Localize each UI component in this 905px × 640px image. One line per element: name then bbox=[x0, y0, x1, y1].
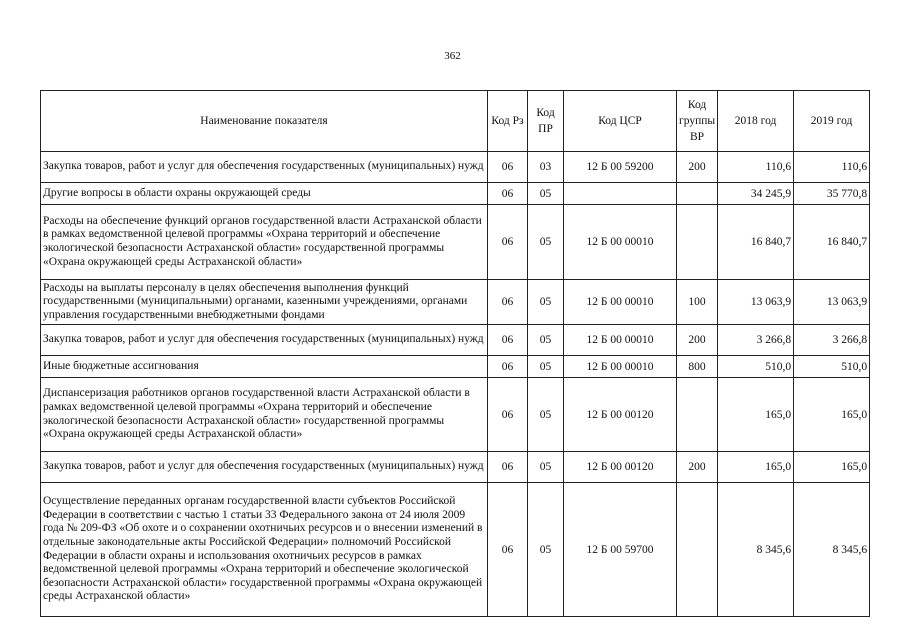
row-vr bbox=[677, 483, 718, 617]
row-vr: 200 bbox=[677, 325, 718, 356]
row-2018: 13 063,9 bbox=[718, 280, 794, 325]
row-pr: 05 bbox=[528, 325, 564, 356]
header-name: Наименование показателя bbox=[41, 91, 488, 152]
row-csr: 12 Б 00 00010 bbox=[564, 356, 677, 378]
row-2018: 165,0 bbox=[718, 378, 794, 452]
row-name: Закупка товаров, работ и услуг для обеспечения государственных (муниципальных) нужд bbox=[41, 152, 488, 183]
row-name: Закупка товаров, работ и услуг для обеспечения государственных (муниципальных) нужд bbox=[41, 325, 488, 356]
row-rz: 06 bbox=[488, 356, 528, 378]
row-name: Расходы на обеспечение функций органов государственной власти Астраханской области в рамках ведомственной целевой программы «Охрана территорий и обеспечение экологической безопасности Астраханской области» государственной программы «Охрана окружающей среды Астраханской области» bbox=[41, 205, 488, 280]
row-rz: 06 bbox=[488, 280, 528, 325]
row-rz: 06 bbox=[488, 483, 528, 617]
row-2019: 13 063,9 bbox=[794, 280, 870, 325]
header-rz: Код Рз bbox=[488, 91, 528, 152]
row-pr: 05 bbox=[528, 183, 564, 205]
row-pr: 05 bbox=[528, 378, 564, 452]
row-2019: 8 345,6 bbox=[794, 483, 870, 617]
header-vr: Код группы ВР bbox=[677, 91, 718, 152]
row-2018: 510,0 bbox=[718, 356, 794, 378]
row-vr: 800 bbox=[677, 356, 718, 378]
row-2019: 110,6 bbox=[794, 152, 870, 183]
row-pr: 05 bbox=[528, 280, 564, 325]
page-number: 362 bbox=[444, 50, 461, 62]
row-2018: 8 345,6 bbox=[718, 483, 794, 617]
row-2019: 165,0 bbox=[794, 452, 870, 483]
row-csr: 12 Б 00 00010 bbox=[564, 325, 677, 356]
row-2019: 510,0 bbox=[794, 356, 870, 378]
row-pr: 03 bbox=[528, 152, 564, 183]
row-2018: 34 245,9 bbox=[718, 183, 794, 205]
row-2019: 35 770,8 bbox=[794, 183, 870, 205]
row-vr bbox=[677, 205, 718, 280]
table-row bbox=[41, 452, 870, 483]
row-2018: 110,6 bbox=[718, 152, 794, 183]
header-2019: 2019 год bbox=[794, 91, 870, 152]
row-2019: 165,0 bbox=[794, 378, 870, 452]
row-rz: 06 bbox=[488, 325, 528, 356]
row-rz: 06 bbox=[488, 452, 528, 483]
header-2018: 2018 год bbox=[718, 91, 794, 152]
budget-table bbox=[40, 90, 870, 617]
row-pr: 05 bbox=[528, 483, 564, 617]
table-row bbox=[41, 280, 870, 325]
row-2018: 3 266,8 bbox=[718, 325, 794, 356]
table-row bbox=[41, 183, 870, 205]
row-pr: 05 bbox=[528, 356, 564, 378]
row-rz: 06 bbox=[488, 205, 528, 280]
table-row bbox=[41, 378, 870, 452]
row-rz: 06 bbox=[488, 378, 528, 452]
row-csr: 12 Б 00 00120 bbox=[564, 378, 677, 452]
row-csr: 12 Б 00 00120 bbox=[564, 452, 677, 483]
row-vr: 200 bbox=[677, 452, 718, 483]
header-pr: Код ПР bbox=[528, 91, 564, 152]
row-csr: 12 Б 00 59200 bbox=[564, 152, 677, 183]
table-row bbox=[41, 325, 870, 356]
row-rz: 06 bbox=[488, 152, 528, 183]
table-row bbox=[41, 483, 870, 617]
row-2018: 165,0 bbox=[718, 452, 794, 483]
row-2018: 16 840,7 bbox=[718, 205, 794, 280]
row-name: Иные бюджетные ассигнования bbox=[41, 356, 488, 378]
row-rz: 06 bbox=[488, 183, 528, 205]
table-header-row bbox=[41, 91, 870, 152]
row-csr: 12 Б 00 59700 bbox=[564, 483, 677, 617]
table-row bbox=[41, 205, 870, 280]
row-2019: 16 840,7 bbox=[794, 205, 870, 280]
row-pr: 05 bbox=[528, 205, 564, 280]
row-vr bbox=[677, 378, 718, 452]
row-vr: 200 bbox=[677, 152, 718, 183]
table-row bbox=[41, 356, 870, 378]
header-csr: Код ЦСР bbox=[564, 91, 677, 152]
row-name: Расходы на выплаты персоналу в целях обеспечения выполнения функций государственными (муниципальными) органами, казенными учреждениями, органами управления государственными внебюджетными фондами bbox=[41, 280, 488, 325]
row-csr: 12 Б 00 00010 bbox=[564, 280, 677, 325]
row-name: Осуществление переданных органам государственной власти субъектов Российской Федерации в соответствии с частью 1 статьи 33 Федерального закона от 24 июля 2009 года № 209-ФЗ «Об охоте и о сохранении охотничьих ресурсов и о внесении изменений в отдельные законодательные акты Российской Федерации» полномочий Российской Федерации в области охраны и использования охотничьих ресурсов в рамках ведомственной целевой программы «Охрана территорий и обеспечение экологической безопасности Астраханской области» государственной программы «Охрана окружающей среды Астраханской области» bbox=[41, 483, 488, 617]
row-name: Закупка товаров, работ и услуг для обеспечения государственных (муниципальных) нужд bbox=[41, 452, 488, 483]
row-vr: 100 bbox=[677, 280, 718, 325]
row-name: Диспансеризация работников органов государственной власти Астраханской области в рамках ведомственной целевой программы «Охрана территорий и обеспечение экологической безопасности Астраханской области» государственной программы «Охрана окружающей среды Астраханской области» bbox=[41, 378, 488, 452]
row-2019: 3 266,8 bbox=[794, 325, 870, 356]
row-csr bbox=[564, 183, 677, 205]
row-name: Другие вопросы в области охраны окружающей среды bbox=[41, 183, 488, 205]
table-row bbox=[41, 152, 870, 183]
row-csr: 12 Б 00 00010 bbox=[564, 205, 677, 280]
row-vr bbox=[677, 183, 718, 205]
row-pr: 05 bbox=[528, 452, 564, 483]
